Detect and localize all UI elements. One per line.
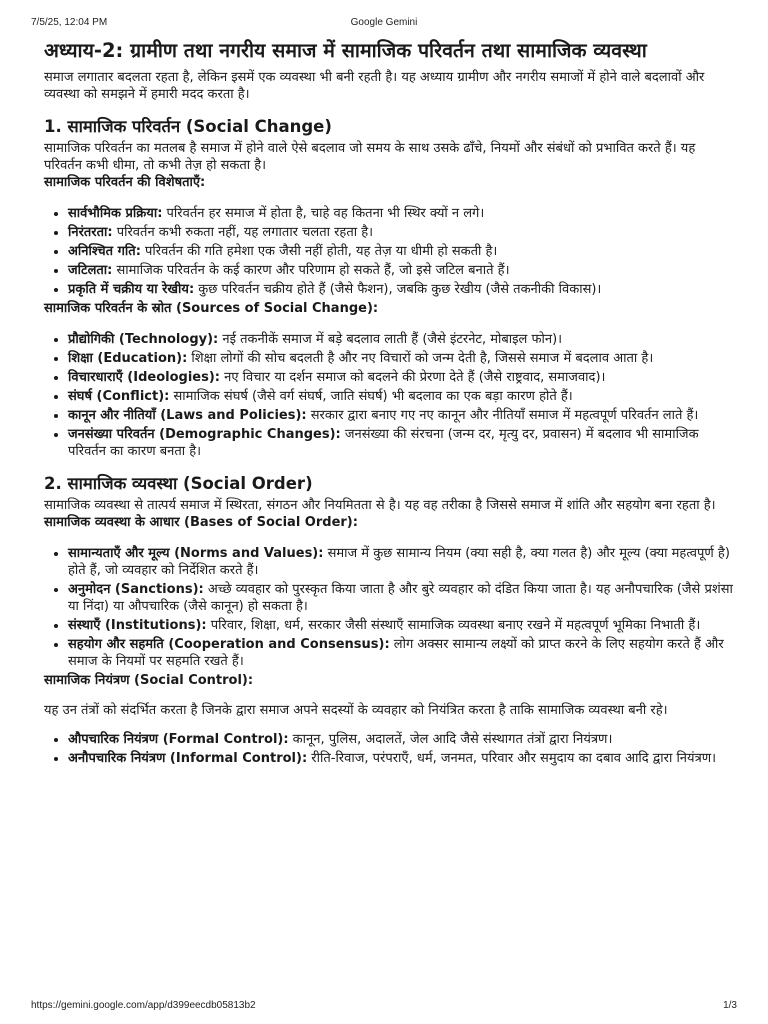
print-header [0, 0, 768, 28]
list-item [68, 750, 734, 767]
list-item-term: सामान्यताएँ और मूल्य (Norms and Values): [68, 546, 324, 561]
list-item [68, 545, 734, 579]
section-heading-social-order: 2. सामाजिक व्यवस्था (Social Order) [44, 474, 313, 493]
list-item [68, 369, 734, 386]
list-item [68, 331, 734, 348]
features-list [44, 205, 734, 298]
list-item-term: जटिलता: [68, 263, 113, 278]
list-item-text: समाज में कुछ सामान्य नियम (क्या सही है, क्या गलत है) और मूल्य (क्या महत्वपूर्ण है) होते हैं, जो व्यवहार को निर्देशित करते हैं। [68, 546, 730, 578]
list-item-text: नए विचार या दर्शन समाज को बदलने की प्रेरणा देते हैं (जैसे राष्ट्रवाद, समाजवाद)। [219, 370, 606, 385]
document-title: अध्याय-2: ग्रामीण तथा नगरीय समाज में सामाजिक परिवर्तन तथा सामाजिक व्यवस्था [44, 39, 647, 62]
list-item-text: कानून, पुलिस, अदालतें, जेल आदि जैसे संस्थागत तंत्रों द्वारा नियंत्रण। [288, 732, 613, 747]
bases-heading: सामाजिक व्यवस्था के आधार (Bases of Social Order): [44, 515, 358, 530]
list-item-term: विचारधाराएँ (Ideologies): [68, 370, 220, 385]
intro-paragraph: समाज लगातार बदलता रहता है, लेकिन इसमें एक व्यवस्था भी बनी रहती है। यह अध्याय ग्रामीण और नगरीय समाजों में होने वाले बदलावों और व्यवस्था को समझने में हमारी मदद करता है। [44, 70, 705, 102]
list-item-text: अच्छे व्यवहार को पुरस्कृत किया जाता है और बुरे व्यवहार को दंडित किया जाता है। यह अनौपचारिक (जैसे प्रशंसा या निंदा) या औपचारिक (जैसे कानून) हो सकता है। [68, 582, 733, 614]
list-item-term: कानून और नीतियाँ (Laws and Policies): [68, 408, 307, 423]
list-item [68, 581, 734, 615]
list-item-term: प्रकृति में चक्रीय या रेखीय: [68, 282, 195, 297]
list-item-text: लोग अक्सर सामान्य लक्ष्यों को प्राप्त करने के लिए सहयोग करते हैं और समाज के नियमों पर सहमति रखते हैं। [68, 637, 724, 669]
list-item-text: परिवार, शिक्षा, धर्म, सरकार जैसी संस्थाएँ सामाजिक व्यवस्था बनाए रखने में महत्वपूर्ण भूमिका निभाती हैं। [206, 618, 701, 633]
control-paragraph: यह उन तंत्रों को संदर्भित करता है जिनके द्वारा समाज अपने सदस्यों के व्यवहार को नियंत्रित करता है ताकि सामाजिक व्यवस्था बनी रहे। [44, 703, 668, 718]
list-item-text: जनसंख्या की संरचना (जन्म दर, मृत्यु दर, प्रवासन) में बदलाव भी सामाजिक परिवर्तन का कारण बनता है। [68, 427, 699, 459]
bases-list [44, 545, 734, 670]
control-heading: सामाजिक नियंत्रण (Social Control): [44, 673, 254, 688]
list-item [68, 426, 734, 460]
list-item-term: अनौपचारिक नियंत्रण (Informal Control): [68, 751, 308, 766]
list-item-text: सामाजिक परिवर्तन के कई कारण और परिणाम हो सकते हैं, जो इसे जटिल बनाते हैं। [112, 263, 510, 278]
section-heading-social-change: 1. सामाजिक परिवर्तन (Social Change) [44, 117, 332, 136]
sources-heading: सामाजिक परिवर्तन के स्रोत (Sources of Social Change): [44, 301, 379, 316]
print-footer [0, 998, 768, 1024]
list-item-term: औपचारिक नियंत्रण (Formal Control): [68, 732, 289, 747]
list-item [68, 388, 734, 405]
list-item [68, 350, 734, 367]
list-item-text: परिवर्तन की गति हमेशा एक जैसी नहीं होती, यह तेज़ या धीमी हो सकती है। [140, 244, 498, 259]
list-item-term: अनुमोदन (Sanctions): [68, 582, 204, 597]
sources-list [44, 331, 734, 460]
list-item-text: सरकार द्वारा बनाए गए नए कानून और नीतियाँ समाज में महत्वपूर्ण परिवर्तन लाते हैं। [306, 408, 699, 423]
list-item-text: कुछ परिवर्तन चक्रीय होते हैं (जैसे फैशन), जबकि कुछ रेखीय (जैसे तकनीकी विकास)। [194, 282, 602, 297]
page-number: 1/3 [723, 1000, 737, 1011]
list-item [68, 224, 734, 241]
print-page-title: Google Gemini [350, 17, 418, 28]
list-item-term: जनसंख्या परिवर्तन (Demographic Changes): [68, 427, 341, 442]
list-item-term: अनिश्चित गति: [68, 244, 141, 259]
list-item [68, 243, 734, 260]
social-order-paragraph: सामाजिक व्यवस्था से तात्पर्य समाज में स्थिरता, संगठन और नियमितता से है। यह वह तरीका है जिससे समाज में शांति और सहयोग बना रहता है। [44, 498, 716, 513]
list-item-text: रीति-रिवाज, परंपराएँ, धर्म, जनमत, परिवार और समुदाय का दबाव आदि द्वारा नियंत्रण। [307, 751, 717, 766]
list-item-term: निरंतरता: [68, 225, 113, 240]
list-item [68, 617, 734, 634]
print-date: 7/5/25, 12:04 PM [31, 17, 108, 28]
list-item [68, 262, 734, 279]
list-item-term: शिक्षा (Education): [68, 351, 188, 366]
list-item [68, 407, 734, 424]
list-item [68, 636, 734, 670]
spacer [44, 689, 734, 702]
list-item-term: प्रौद्योगिकी (Technology): [68, 332, 219, 347]
list-item [68, 731, 734, 748]
list-item-text: सामाजिक संघर्ष (जैसे वर्ग संघर्ष, जाति संघर्ष) भी बदलाव का एक बड़ा कारण होते हैं। [169, 389, 573, 404]
list-item-term: संघर्ष (Conflict): [68, 389, 170, 404]
social-change-paragraph: सामाजिक परिवर्तन का मतलब है समाज में होने वाले ऐसे बदलाव जो समय के साथ उसके ढाँचे, नियमों और संबंधों को प्रभावित करते हैं। यह परिवर्तन कभी धीमा, तो कभी तेज़ हो सकता है। [44, 141, 696, 173]
list-item-term: सहयोग और सहमति (Cooperation and Consensus): [68, 637, 390, 652]
list-item [68, 281, 734, 298]
list-item-text: शिक्षा लोगों की सोच बदलती है और नए विचारों को जन्म देती है, जिससे समाज में बदलाव आता है। [187, 351, 654, 366]
document-content [44, 38, 734, 769]
list-item [68, 205, 734, 222]
list-item-term: सार्वभौमिक प्रक्रिया: [68, 206, 163, 221]
list-item-text: परिवर्तन हर समाज में होता है, चाहे वह कितना भी स्थिर क्यों न लगे। [162, 206, 485, 221]
list-item-term: संस्थाएँ (Institutions): [68, 618, 207, 633]
list-item-text: परिवर्तन कभी रुकता नहीं, यह लगातार चलता रहता है। [112, 225, 374, 240]
features-heading: सामाजिक परिवर्तन की विशेषताएँ: [44, 175, 206, 190]
list-item-text: नई तकनीकें समाज में बड़े बदलाव लाती हैं (जैसे इंटरनेट, मोबाइल फोन)। [218, 332, 563, 347]
control-list [44, 731, 734, 767]
print-url: https://gemini.google.com/app/d399eecdb05813b2 [31, 1000, 256, 1011]
